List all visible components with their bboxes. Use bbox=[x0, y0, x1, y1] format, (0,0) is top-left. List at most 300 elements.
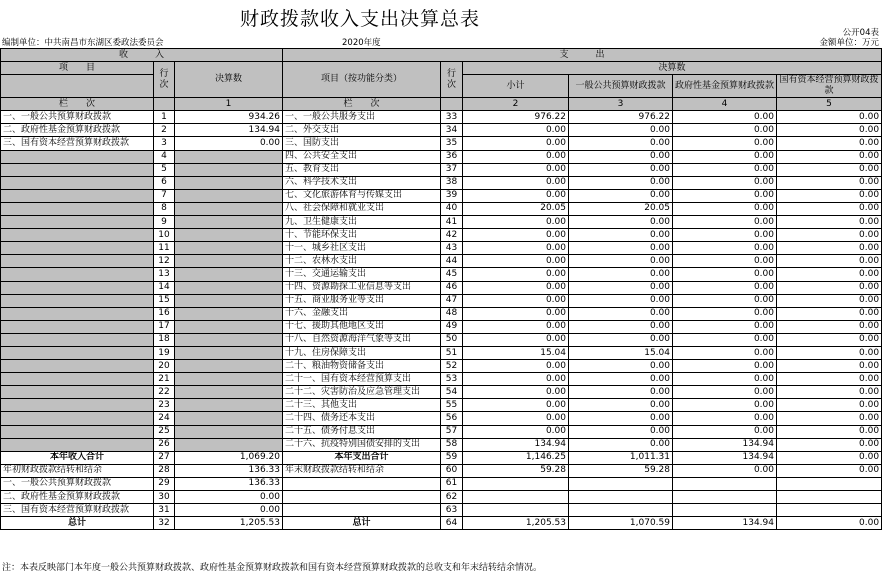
fund-value: 0.00 bbox=[673, 163, 777, 176]
right-item: 二十五、债务付息支出 bbox=[283, 425, 441, 438]
left-value bbox=[175, 255, 283, 268]
subtotal-value: 0.00 bbox=[463, 307, 569, 320]
left-line: 3 bbox=[154, 137, 175, 150]
fund-value: 0.00 bbox=[673, 360, 777, 373]
left-value bbox=[175, 399, 283, 412]
left-item bbox=[1, 399, 154, 412]
fund-value: 0.00 bbox=[673, 333, 777, 346]
table-row bbox=[1, 189, 882, 202]
left-value bbox=[175, 216, 283, 229]
left-value bbox=[175, 412, 283, 425]
table-row bbox=[1, 346, 882, 359]
table-row bbox=[1, 229, 882, 242]
year-label: 2020年度 bbox=[342, 38, 381, 48]
subtotal-value: 0.00 bbox=[463, 189, 569, 202]
table-row bbox=[1, 124, 882, 137]
right-item: 十五、商业服务业等支出 bbox=[283, 294, 441, 307]
general-value: 0.00 bbox=[569, 320, 673, 333]
subtotal-value: 15.04 bbox=[463, 346, 569, 359]
state-value: 0.00 bbox=[777, 399, 882, 412]
table-row bbox=[1, 477, 882, 490]
right-item: 年末财政拨款结转和结余 bbox=[283, 464, 441, 477]
general-value: 0.00 bbox=[569, 216, 673, 229]
fund-value: 0.00 bbox=[673, 124, 777, 137]
col-num-1: 1 bbox=[175, 98, 283, 111]
state-value: 0.00 bbox=[777, 517, 882, 530]
table-row bbox=[1, 137, 882, 150]
left-line: 7 bbox=[154, 189, 175, 202]
left-line: 5 bbox=[154, 163, 175, 176]
state-value: 0.00 bbox=[777, 229, 882, 242]
left-line: 10 bbox=[154, 229, 175, 242]
left-value bbox=[175, 229, 283, 242]
left-item bbox=[1, 163, 154, 176]
left-item bbox=[1, 255, 154, 268]
left-value bbox=[175, 268, 283, 281]
col-num-4: 4 bbox=[673, 98, 777, 111]
fund-value: 0.00 bbox=[673, 255, 777, 268]
left-item bbox=[1, 360, 154, 373]
left-value: 0.00 bbox=[175, 491, 283, 504]
fund-value: 0.00 bbox=[673, 202, 777, 215]
table-row bbox=[1, 111, 882, 124]
fund-value: 0.00 bbox=[673, 294, 777, 307]
right-line: 47 bbox=[441, 294, 463, 307]
state-value: 0.00 bbox=[777, 386, 882, 399]
left-item: 三、国有资本经营预算财政拨款 bbox=[1, 504, 154, 517]
table-row bbox=[1, 438, 882, 451]
left-value bbox=[175, 150, 283, 163]
fund-value: 0.00 bbox=[673, 412, 777, 425]
left-item: 一、一般公共预算财政拨款 bbox=[1, 477, 154, 490]
general-value: 1,011.31 bbox=[569, 451, 673, 464]
subtotal-value: 20.05 bbox=[463, 202, 569, 215]
right-item: 二十三、其他支出 bbox=[283, 399, 441, 412]
left-value: 0.00 bbox=[175, 504, 283, 517]
table-row bbox=[1, 202, 882, 215]
left-value bbox=[175, 346, 283, 359]
right-item: 八、社会保障和就业支出 bbox=[283, 202, 441, 215]
subtotal-value: 0.00 bbox=[463, 176, 569, 189]
right-item: 十、节能环保支出 bbox=[283, 229, 441, 242]
general-value: 0.00 bbox=[569, 399, 673, 412]
general-value: 0.00 bbox=[569, 438, 673, 451]
subtotal-value: 0.00 bbox=[463, 320, 569, 333]
left-item bbox=[1, 189, 154, 202]
left-value bbox=[175, 307, 283, 320]
subtotal-value: 0.00 bbox=[463, 281, 569, 294]
left-line: 32 bbox=[154, 517, 175, 530]
general-value: 0.00 bbox=[569, 294, 673, 307]
fund-value: 134.94 bbox=[673, 438, 777, 451]
left-line: 9 bbox=[154, 216, 175, 229]
state-value: 0.00 bbox=[777, 320, 882, 333]
general-value: 0.00 bbox=[569, 124, 673, 137]
fund-value: 0.00 bbox=[673, 399, 777, 412]
left-value bbox=[175, 320, 283, 333]
left-item bbox=[1, 242, 154, 255]
left-value: 934.26 bbox=[175, 111, 283, 124]
right-line: 54 bbox=[441, 386, 463, 399]
right-line: 33 bbox=[441, 111, 463, 124]
general-value: 0.00 bbox=[569, 425, 673, 438]
left-line: 27 bbox=[154, 451, 175, 464]
general-value: 1,070.59 bbox=[569, 517, 673, 530]
left-line: 26 bbox=[154, 438, 175, 451]
state-value: 0.00 bbox=[777, 307, 882, 320]
left-value: 136.33 bbox=[175, 477, 283, 490]
left-line: 20 bbox=[154, 360, 175, 373]
table-row bbox=[1, 504, 882, 517]
left-line: 1 bbox=[154, 111, 175, 124]
general-value: 0.00 bbox=[569, 255, 673, 268]
subtotal-value: 59.28 bbox=[463, 464, 569, 477]
right-item: 三、国防支出 bbox=[283, 137, 441, 150]
right-item: 十一、城乡社区支出 bbox=[283, 242, 441, 255]
left-item bbox=[1, 216, 154, 229]
right-item: 二十、粮油物资储备支出 bbox=[283, 360, 441, 373]
state-value bbox=[777, 504, 882, 517]
table-row bbox=[1, 281, 882, 294]
fund-value: 0.00 bbox=[673, 373, 777, 386]
right-line: 59 bbox=[441, 451, 463, 464]
right-line: 42 bbox=[441, 229, 463, 242]
state-value: 0.00 bbox=[777, 360, 882, 373]
fund-value: 0.00 bbox=[673, 346, 777, 359]
left-line: 6 bbox=[154, 176, 175, 189]
right-line: 38 bbox=[441, 176, 463, 189]
fund-value: 0.00 bbox=[673, 425, 777, 438]
left-item bbox=[1, 176, 154, 189]
left-item bbox=[1, 438, 154, 451]
table-row bbox=[1, 386, 882, 399]
table-row bbox=[1, 517, 882, 530]
left-line: 29 bbox=[154, 477, 175, 490]
right-line: 49 bbox=[441, 320, 463, 333]
state-value: 0.00 bbox=[777, 111, 882, 124]
right-item: 十二、农林水支出 bbox=[283, 255, 441, 268]
left-line: 17 bbox=[154, 320, 175, 333]
left-item bbox=[1, 268, 154, 281]
income-header: 收 入 bbox=[1, 49, 283, 62]
right-item: 九、卫生健康支出 bbox=[283, 216, 441, 229]
state-value: 0.00 bbox=[777, 242, 882, 255]
right-line: 41 bbox=[441, 216, 463, 229]
left-value: 136.33 bbox=[175, 464, 283, 477]
subtotal-value bbox=[463, 477, 569, 490]
right-line: 52 bbox=[441, 360, 463, 373]
general-value: 0.00 bbox=[569, 163, 673, 176]
left-value: 0.00 bbox=[175, 137, 283, 150]
left-line: 18 bbox=[154, 333, 175, 346]
right-item: 一、一般公共服务支出 bbox=[283, 111, 441, 124]
subtotal-value: 0.00 bbox=[463, 360, 569, 373]
state-value: 0.00 bbox=[777, 189, 882, 202]
general-value: 0.00 bbox=[569, 360, 673, 373]
money-unit-label: 金额单位：万元 bbox=[819, 38, 879, 48]
state-value: 0.00 bbox=[777, 281, 882, 294]
subtotal-value: 0.00 bbox=[463, 412, 569, 425]
left-item: 一、一般公共预算财政拨款 bbox=[1, 111, 154, 124]
left-value bbox=[175, 425, 283, 438]
right-item: 二、外交支出 bbox=[283, 124, 441, 137]
right-line: 61 bbox=[441, 477, 463, 490]
fund-value bbox=[673, 477, 777, 490]
general-value: 0.00 bbox=[569, 307, 673, 320]
right-line: 55 bbox=[441, 399, 463, 412]
left-line: 4 bbox=[154, 150, 175, 163]
subtotal-value: 0.00 bbox=[463, 399, 569, 412]
right-line: 40 bbox=[441, 202, 463, 215]
table-row bbox=[1, 451, 882, 464]
general-value: 0.00 bbox=[569, 150, 673, 163]
fund-value: 0.00 bbox=[673, 386, 777, 399]
table-row bbox=[1, 163, 882, 176]
general-value: 0.00 bbox=[569, 333, 673, 346]
right-item: 二十一、国有资本经营预算支出 bbox=[283, 373, 441, 386]
left-line: 15 bbox=[154, 294, 175, 307]
page-title: 财政拨款收入支出决算总表 bbox=[239, 8, 480, 30]
table-row bbox=[1, 242, 882, 255]
right-line: 53 bbox=[441, 373, 463, 386]
left-item bbox=[1, 346, 154, 359]
subtotal-value: 976.22 bbox=[463, 111, 569, 124]
right-line: 51 bbox=[441, 346, 463, 359]
col-label-right: 栏 次 bbox=[283, 98, 441, 111]
left-line: 16 bbox=[154, 307, 175, 320]
table-row bbox=[1, 333, 882, 346]
left-line: 8 bbox=[154, 202, 175, 215]
state-value: 0.00 bbox=[777, 438, 882, 451]
subtotal-value: 0.00 bbox=[463, 242, 569, 255]
table-row bbox=[1, 464, 882, 477]
left-value bbox=[175, 333, 283, 346]
footnote: 注：本表反映部门本年度一般公共预算财政拨款、政府性基金预算财政拨款和国有资本经营预算财政拨款的总收支和年末结转结余情况。 bbox=[2, 563, 543, 573]
state-value: 0.00 bbox=[777, 333, 882, 346]
left-item bbox=[1, 229, 154, 242]
fund-value: 0.00 bbox=[673, 464, 777, 477]
right-item bbox=[283, 491, 441, 504]
right-line: 36 bbox=[441, 150, 463, 163]
right-item: 总计 bbox=[283, 517, 441, 530]
state-value bbox=[777, 491, 882, 504]
left-line: 23 bbox=[154, 399, 175, 412]
general-value: 976.22 bbox=[569, 111, 673, 124]
left-value: 134.94 bbox=[175, 124, 283, 137]
fund-value: 0.00 bbox=[673, 320, 777, 333]
left-line: 25 bbox=[154, 425, 175, 438]
subtotal-value: 0.00 bbox=[463, 333, 569, 346]
state-value: 0.00 bbox=[777, 412, 882, 425]
fund-value bbox=[673, 504, 777, 517]
form-number: 公开04表 bbox=[842, 28, 879, 38]
left-line: 21 bbox=[154, 373, 175, 386]
right-line: 64 bbox=[441, 517, 463, 530]
subtotal-value: 0.00 bbox=[463, 124, 569, 137]
table-row bbox=[1, 255, 882, 268]
line-header: 行次 bbox=[154, 62, 175, 98]
col-label-left: 栏 次 bbox=[1, 98, 154, 111]
subtotal-value: 134.94 bbox=[463, 438, 569, 451]
state-value: 0.00 bbox=[777, 464, 882, 477]
col-num-3: 3 bbox=[569, 98, 673, 111]
fund-value: 0.00 bbox=[673, 137, 777, 150]
state-value: 0.00 bbox=[777, 268, 882, 281]
general-value: 0.00 bbox=[569, 189, 673, 202]
left-value bbox=[175, 202, 283, 215]
col-num-5: 5 bbox=[777, 98, 882, 111]
general-value: 0.00 bbox=[569, 137, 673, 150]
right-item: 二十二、灾害防治及应急管理支出 bbox=[283, 386, 441, 399]
right-item: 十四、资源勘探工业信息等支出 bbox=[283, 281, 441, 294]
right-item: 二十六、抗疫特别国债安排的支出 bbox=[283, 438, 441, 451]
general-value: 0.00 bbox=[569, 176, 673, 189]
left-value bbox=[175, 176, 283, 189]
left-item: 二、政府性基金预算财政拨款 bbox=[1, 124, 154, 137]
final-header: 决算数 bbox=[175, 62, 283, 98]
right-item: 七、文化旅游体育与传媒支出 bbox=[283, 189, 441, 202]
subtotal-header: 小计 bbox=[463, 75, 569, 98]
item-func-header: 项目（按功能分类） bbox=[283, 62, 441, 98]
fund-header: 政府性基金预算财政拨款 bbox=[673, 75, 777, 98]
table-row bbox=[1, 320, 882, 333]
right-line: 63 bbox=[441, 504, 463, 517]
general-value: 0.00 bbox=[569, 242, 673, 255]
table-row bbox=[1, 216, 882, 229]
left-value bbox=[175, 189, 283, 202]
general-value bbox=[569, 477, 673, 490]
left-item: 本年收入合计 bbox=[1, 451, 154, 464]
general-value bbox=[569, 504, 673, 517]
right-item: 本年支出合计 bbox=[283, 451, 441, 464]
table-row bbox=[1, 491, 882, 504]
left-value bbox=[175, 360, 283, 373]
subtotal-value: 0.00 bbox=[463, 216, 569, 229]
left-value: 1,069.20 bbox=[175, 451, 283, 464]
general-value: 59.28 bbox=[569, 464, 673, 477]
general-value: 0.00 bbox=[569, 386, 673, 399]
left-item: 年初财政拨款结转和结余 bbox=[1, 464, 154, 477]
left-line: 19 bbox=[154, 346, 175, 359]
general-value: 20.05 bbox=[569, 202, 673, 215]
left-value bbox=[175, 438, 283, 451]
left-item bbox=[1, 150, 154, 163]
budget-table bbox=[0, 48, 882, 530]
left-value bbox=[175, 294, 283, 307]
left-line: 14 bbox=[154, 281, 175, 294]
right-line: 35 bbox=[441, 137, 463, 150]
final-group-header: 决算数 bbox=[463, 62, 882, 75]
left-line: 11 bbox=[154, 242, 175, 255]
general-value: 0.00 bbox=[569, 281, 673, 294]
left-line: 30 bbox=[154, 491, 175, 504]
right-line: 46 bbox=[441, 281, 463, 294]
fund-value: 0.00 bbox=[673, 150, 777, 163]
left-item bbox=[1, 425, 154, 438]
subtotal-value: 0.00 bbox=[463, 255, 569, 268]
fund-value: 0.00 bbox=[673, 229, 777, 242]
general-value: 0.00 bbox=[569, 373, 673, 386]
subtotal-value: 0.00 bbox=[463, 373, 569, 386]
right-item: 十八、自然资源海洋气象等支出 bbox=[283, 333, 441, 346]
subtotal-value: 0.00 bbox=[463, 163, 569, 176]
left-line: 31 bbox=[154, 504, 175, 517]
state-value bbox=[777, 477, 882, 490]
left-item bbox=[1, 373, 154, 386]
table-row bbox=[1, 307, 882, 320]
fund-value: 0.00 bbox=[673, 268, 777, 281]
left-line: 24 bbox=[154, 412, 175, 425]
line-header-right: 行次 bbox=[441, 62, 463, 98]
fund-value: 0.00 bbox=[673, 176, 777, 189]
right-item: 五、教育支出 bbox=[283, 163, 441, 176]
fund-value: 0.00 bbox=[673, 242, 777, 255]
right-item: 二十四、债务还本支出 bbox=[283, 412, 441, 425]
table-row bbox=[1, 268, 882, 281]
right-item bbox=[283, 504, 441, 517]
state-value: 0.00 bbox=[777, 255, 882, 268]
state-header: 国有资本经营预算财政拨款 bbox=[777, 75, 882, 98]
state-value: 0.00 bbox=[777, 346, 882, 359]
general-header: 一般公共预算财政拨款 bbox=[569, 75, 673, 98]
subtotal-value: 0.00 bbox=[463, 150, 569, 163]
fund-value: 134.94 bbox=[673, 451, 777, 464]
left-value bbox=[175, 281, 283, 294]
subtotal-value: 0.00 bbox=[463, 425, 569, 438]
left-value bbox=[175, 163, 283, 176]
fund-value: 0.00 bbox=[673, 307, 777, 320]
left-value bbox=[175, 386, 283, 399]
general-value: 0.00 bbox=[569, 229, 673, 242]
left-line: 13 bbox=[154, 268, 175, 281]
state-value: 0.00 bbox=[777, 294, 882, 307]
state-value: 0.00 bbox=[777, 202, 882, 215]
left-item: 三、国有资本经营预算财政拨款 bbox=[1, 137, 154, 150]
unit-label: 编制单位：中共南昌市东湖区委政法委员会 bbox=[2, 38, 164, 48]
right-line: 37 bbox=[441, 163, 463, 176]
subtotal-value: 1,205.53 bbox=[463, 517, 569, 530]
fund-value: 0.00 bbox=[673, 189, 777, 202]
left-item bbox=[1, 294, 154, 307]
state-value: 0.00 bbox=[777, 425, 882, 438]
right-line: 43 bbox=[441, 242, 463, 255]
right-item: 十七、援助其他地区支出 bbox=[283, 320, 441, 333]
right-item: 十三、交通运输支出 bbox=[283, 268, 441, 281]
state-value: 0.00 bbox=[777, 124, 882, 137]
general-value: 15.04 bbox=[569, 346, 673, 359]
right-item: 六、科学技术支出 bbox=[283, 176, 441, 189]
subtotal-value: 0.00 bbox=[463, 294, 569, 307]
left-item bbox=[1, 307, 154, 320]
state-value: 0.00 bbox=[777, 163, 882, 176]
general-value: 0.00 bbox=[569, 268, 673, 281]
item-header: 项 目 bbox=[1, 62, 154, 75]
right-item: 十九、住房保障支出 bbox=[283, 346, 441, 359]
left-item bbox=[1, 386, 154, 399]
right-line: 34 bbox=[441, 124, 463, 137]
state-value: 0.00 bbox=[777, 137, 882, 150]
general-value: 0.00 bbox=[569, 412, 673, 425]
left-line: 22 bbox=[154, 386, 175, 399]
state-value: 0.00 bbox=[777, 150, 882, 163]
expense-header: 支 出 bbox=[283, 49, 882, 62]
right-line: 45 bbox=[441, 268, 463, 281]
state-value: 0.00 bbox=[777, 451, 882, 464]
subtotal-value: 0.00 bbox=[463, 386, 569, 399]
left-item: 二、政府性基金预算财政拨款 bbox=[1, 491, 154, 504]
fund-value: 134.94 bbox=[673, 517, 777, 530]
right-item: 四、公共安全支出 bbox=[283, 150, 441, 163]
